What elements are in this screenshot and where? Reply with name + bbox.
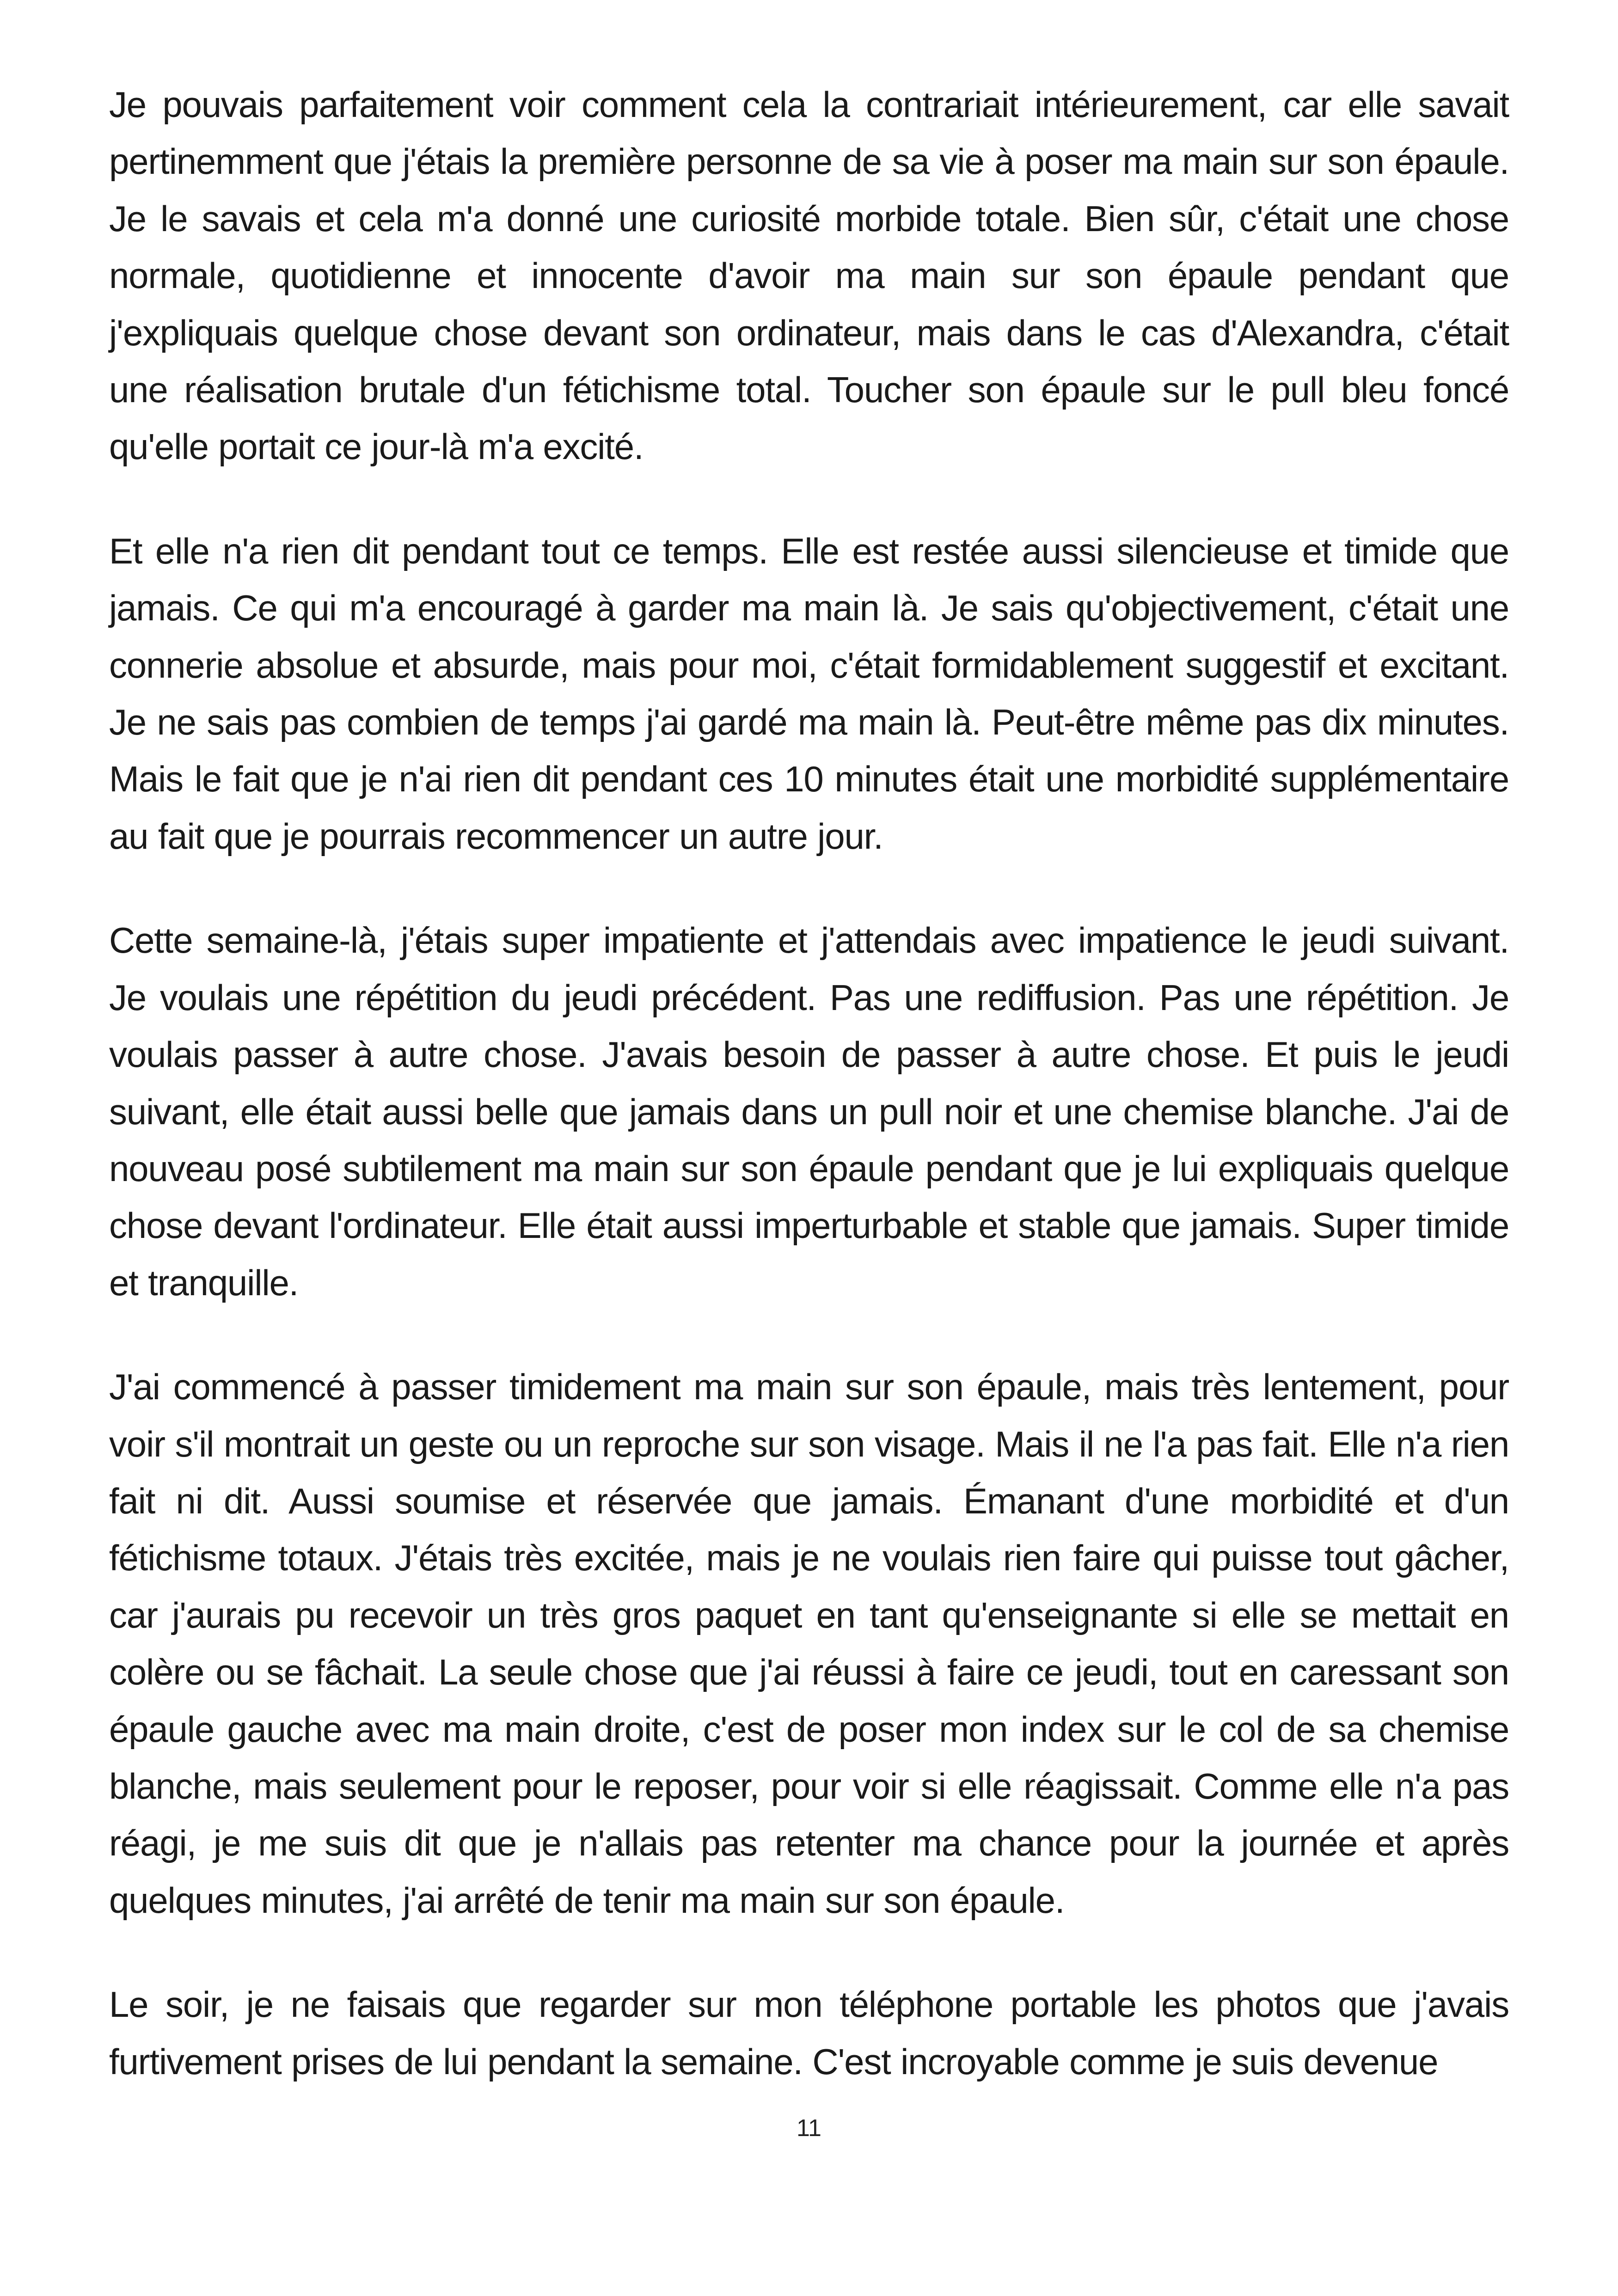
paragraph-3: Cette semaine-là, j'étais super impatiente et j'attendais avec impatience le jeudi suivant. Je voulais une répétition du jeudi précédent. Pas une rediffusion. Pas une répétition. Je voulais passer à autre chose. J'avais besoin de passer à autre chose. Et puis le jeudi suivant, elle était aussi belle que jamais dans un pull noir et une chemise blanche. J'ai de nouveau posé subtilement ma main sur son épaule pendant que je lui expliquais quelque chose devant l'ordinateur. Elle était aussi imperturbable et stable que jamais. Super timide et tranquille. xyxy=(109,920,1509,1303)
text-body xyxy=(109,76,1509,2137)
page-number: 11 xyxy=(797,2115,821,2142)
paragraph-1: Je pouvais parfaitement voir comment cela la contrariait intérieurement, car elle savait pertinemment que j'étais la première personne de sa vie à poser ma main sur son épaule. Je le savais et cela m'a donné une curiosité morbide totale. Bien sûr, c'était une chose normale, quotidienne et innocente d'avoir ma main sur son épaule pendant que j'expliquais quelque chose devant son ordinateur, mais dans le cas d'Alexandra, c'était une réalisation brutale d'un fétichisme total. Toucher son épaule sur le pull bleu foncé qu'elle portait ce jour-là m'a excité. xyxy=(109,84,1509,467)
paragraph-4: J'ai commencé à passer timidement ma main sur son épaule, mais très lentement, pour voir s'il montrait un geste ou un reproche sur son visage. Mais il ne l'a pas fait. Elle n'a rien fait ni dit. Aussi soumise et réservée que jamais. Émanant d'une morbidité et d'un fétichisme totaux. J'étais très excitée, mais je ne voulais rien faire qui puisse tout gâcher, car j'aurais pu recevoir un très gros paquet en tant qu'enseignante si elle se mettait en colère ou se fâchait. La seule chose que j'ai réussi à faire ce jeudi, tout en caressant son épaule gauche avec ma main droite, c'est de poser mon index sur le col de sa chemise blanche, mais seulement pour le reposer, pour voir si elle réagissait. Comme elle n'a pas réagi, je me suis dit que je n'allais pas retenter ma chance pour la journée et après quelques minutes, j'ai arrêté de tenir ma main sur son épaule. xyxy=(109,1366,1509,1921)
paragraph-2: Et elle n'a rien dit pendant tout ce temps. Elle est restée aussi silencieuse et timide que jamais. Ce qui m'a encouragé à garder ma main là. Je sais qu'objectivement, c'était une connerie absolue et absurde, mais pour moi, c'était formidablement suggestif et excitant. Je ne sais pas combien de temps j'ai gardé ma main là. Peut-être même pas dix minutes. Mais le fait que je n'ai rien dit pendant ces 10 minutes était une morbidité supplémentaire au fait que je pourrais recommencer un autre jour. xyxy=(109,530,1509,857)
paragraph-5: Le soir, je ne faisais que regarder sur mon téléphone portable les photos que j'avais furtivement prises de lui pendant la semaine. C'est incroyable comme je suis devenue xyxy=(109,1984,1509,2082)
